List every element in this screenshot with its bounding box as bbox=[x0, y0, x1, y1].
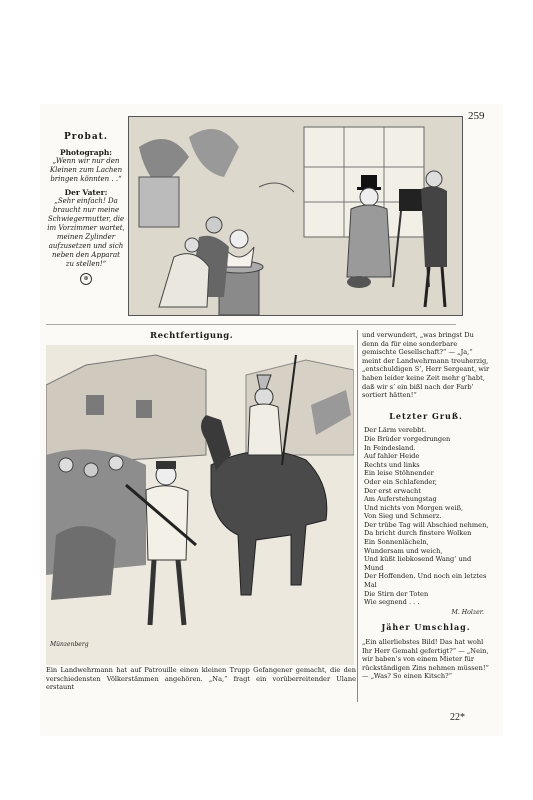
publisher-signet-icon: ⊛ bbox=[80, 273, 92, 285]
poem-line: Und nichts von Morgen weiß, bbox=[364, 503, 464, 512]
poem-line: Am Auferstehungstag bbox=[364, 495, 437, 504]
poem-line: Ein Sonnenlächeln, bbox=[364, 538, 429, 547]
page-number: 259 bbox=[468, 110, 485, 122]
rechtfertigung-continuation: und verwundert, „was bringst Du denn da für eine sonderbare gemischte Gesellschaft?“ — „Ja,“ meint der Landwehrmann treuherzig, „entschuldigen S’, Herr Sergeant, wir haben leider keine Zeit mehr g’habt, daß wir s’ ein bißl nach der Farb’ sortiert hätten!“ bbox=[362, 331, 490, 400]
probat-speaker-photograph: Photograph: bbox=[59, 148, 113, 157]
photographer-illustration bbox=[128, 116, 463, 316]
poem-line: Der Hoffenden. Und noch ein letztes Mal bbox=[364, 572, 487, 590]
section-divider bbox=[46, 324, 456, 325]
column-divider bbox=[357, 330, 358, 702]
poem-line: Ein leise Stöhnender bbox=[364, 469, 434, 478]
poem-line: Da bricht durch finstere Wolken bbox=[364, 529, 472, 538]
poem-line: Der Lärm verebbt. bbox=[364, 426, 427, 435]
rechtfertigung-caption bbox=[46, 666, 356, 692]
caption-text: Ein Landwehrmann hat auf Patrouille einen kleinen Trupp Gefangener gemacht, die den verschiedensten Völkerstämmen angehören. „Na,“ fragt ein vorüberreitender Ulane erstaunt bbox=[46, 666, 356, 692]
letzter-gruss-title: Letzter Gruß. bbox=[389, 410, 463, 421]
poem-line: Der trübe Tag will Abschied nehmen, bbox=[364, 520, 489, 529]
poem-line: Die Stirn der Toten bbox=[364, 589, 429, 598]
jaeher-umschlag-title: Jäher Umschlag. bbox=[381, 622, 471, 633]
poem-line: Von Sieg und Schmerz. bbox=[364, 512, 442, 521]
letzter-gruss-poem bbox=[362, 426, 490, 606]
poem-line: Und küßt liebkosend Wang’ und Mund bbox=[364, 555, 472, 572]
probat-line-1: „Wenn wir nur den Kleinen zum Lachen bringen könnten . .“ bbox=[49, 157, 123, 183]
rechtfertigung-title: Rechtfertigung. bbox=[150, 331, 234, 341]
probat-speaker-father: Der Vater: bbox=[64, 188, 108, 197]
footer-mark: 22* bbox=[450, 712, 465, 723]
poem-line: Auf fahler Heide bbox=[364, 452, 420, 461]
poem-line: Rechts und links bbox=[364, 460, 420, 469]
artist-signature: Münzenberg bbox=[50, 641, 89, 648]
poem-line: Wie segnend . . . bbox=[364, 598, 420, 607]
poem-line: Der erst erwacht bbox=[364, 486, 421, 495]
poem-line: Die Brüder vorgedrungen bbox=[364, 434, 451, 443]
probat-column bbox=[47, 130, 125, 285]
poem-author: M. Holzer. bbox=[451, 608, 484, 616]
probat-line-2: „Sehr einfach! Da braucht nur meine Schwiegermutter, die im Vorzimmer wartet, meinen Zylinder aufzusetzen und sich neben den Apparat zu stellen!“ bbox=[47, 197, 125, 268]
poem-line: Oder ein Schlafender, bbox=[364, 477, 437, 486]
poem-line: Wundersam und weich, bbox=[364, 546, 443, 555]
probat-heading: Probat. bbox=[64, 132, 108, 142]
poem-line: In Feindesland. bbox=[364, 443, 416, 452]
rechtfertigung-illustration bbox=[46, 345, 354, 665]
jaeher-umschlag-text: „Ein allerliebstes Bild! Das hat wohl Ihr Herr Gemahl gefertigt?“ — „Nein, wir haben’s von einem Mieter für rückständigen Zins nehmen müssen!“ — „Was? So einen Kitsch?“ bbox=[362, 638, 489, 681]
right-column bbox=[362, 331, 490, 681]
